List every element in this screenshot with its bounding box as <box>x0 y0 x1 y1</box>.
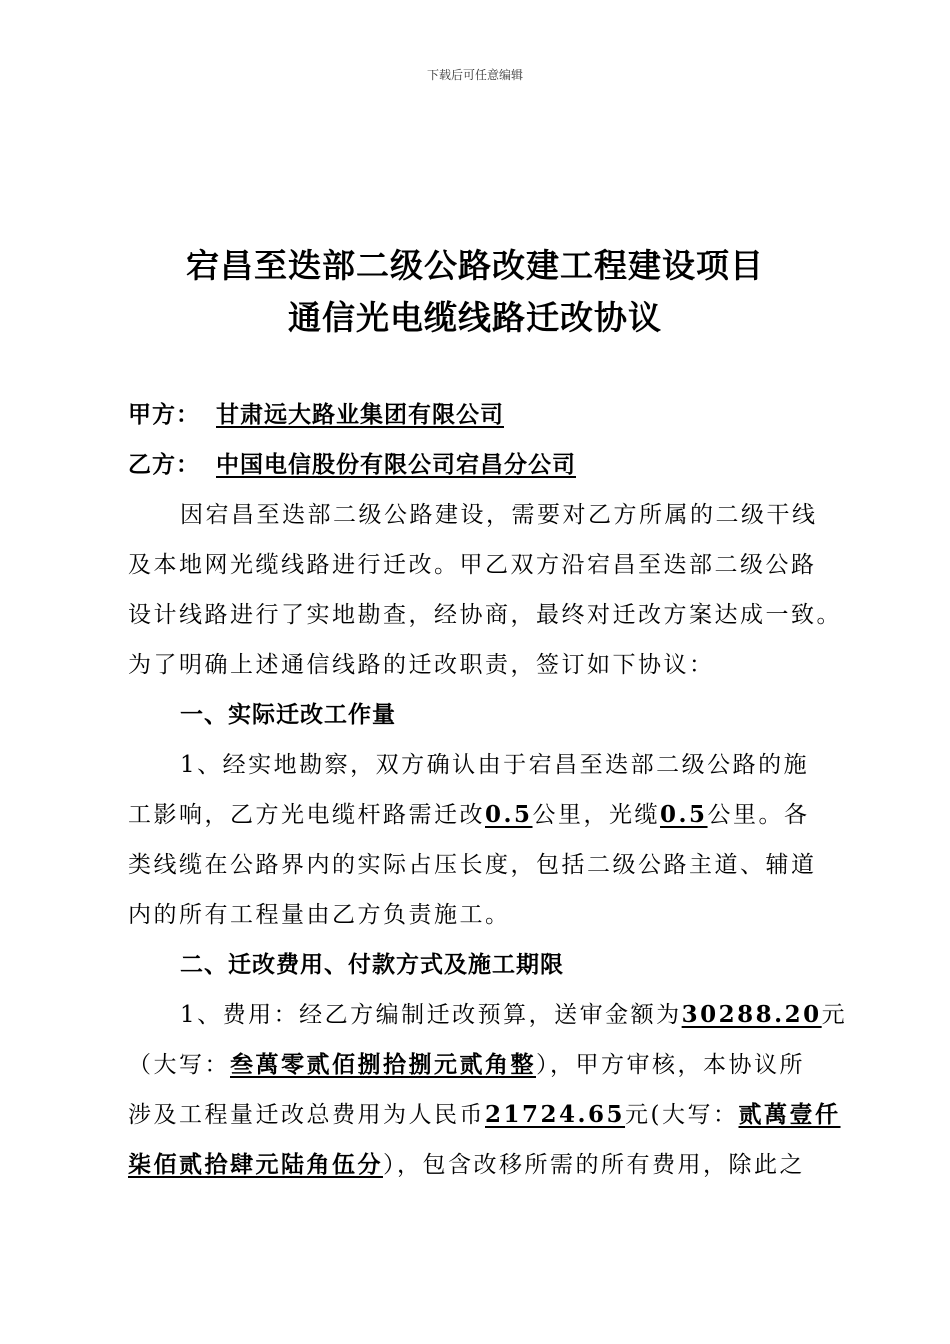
text-segment: ），包含改移所需的所有费用，除此之 <box>383 1152 805 1178</box>
section-2-line-2 <box>128 1046 828 1079</box>
party-a <box>128 396 828 429</box>
party-a-name: 甘肃远大路业集团有限公司 <box>216 402 504 428</box>
text-segment: 1、费用：经乙方编制迁改预算，送审金额为 <box>180 1002 682 1028</box>
section-1-line-2 <box>128 796 828 829</box>
title-line-1: 宕昌至迭部二级公路改建工程建设项目 <box>186 246 764 285</box>
total-amount-words-part-2: 柒佰贰拾肆元陆角伍分 <box>128 1151 383 1178</box>
section-2-heading: 二、迁改费用、付款方式及施工期限 <box>180 952 564 978</box>
submitted-amount: 30288.20 <box>681 1001 822 1028</box>
section-1-line-3: 类线缆在公路界内的实际占压长度，包括二级公路主道、辅道 <box>128 852 817 878</box>
section-2-line-3 <box>128 1096 841 1129</box>
party-b-name: 中国电信股份有限公司宕昌分公司 <box>216 452 576 478</box>
text-segment: 元(大写： <box>625 1102 739 1128</box>
text-segment: （大写： <box>128 1052 230 1078</box>
section-2-line-4 <box>128 1146 828 1179</box>
party-a-label: 甲方： <box>128 402 200 428</box>
text-segment: ），甲方审核，本协议所 <box>536 1052 805 1078</box>
intro-line-4: 为了明确上述通信线路的迁改职责，签订如下协议： <box>128 652 715 678</box>
page-header: 下载后可任意编辑 <box>426 68 523 82</box>
text-segment: 工影响，乙方光电缆杆路需迁改 <box>128 802 485 828</box>
text-segment: 公里，光缆 <box>532 802 661 828</box>
text-segment: 元 <box>821 1002 848 1028</box>
intro-line-3: 设计线路进行了实地勘查，经协商，最终对迁改方案达成一致。 <box>128 602 842 628</box>
text-segment: 涉及工程量迁改总费用为人民币 <box>128 1102 485 1128</box>
pole-route-length: 0.5 <box>485 801 533 828</box>
intro-line-1: 因宕昌至迭部二级公路建设，需要对乙方所属的二级干线 <box>180 502 818 528</box>
total-amount-words-part-1: 贰萬壹仟 <box>738 1101 841 1128</box>
title-line-2: 通信光电缆线路迁改协议 <box>288 298 662 337</box>
text-segment: 公里。各 <box>707 802 810 828</box>
section-2-line-1 <box>180 996 880 1029</box>
intro-line-2: 及本地网光缆线路进行迁改。甲乙双方沿宕昌至迭部二级公路 <box>128 552 817 578</box>
submitted-amount-words: 叁萬零贰佰捌拾捌元贰角整 <box>230 1051 536 1078</box>
party-b <box>128 446 828 479</box>
total-amount: 21724.65 <box>485 1101 626 1128</box>
cable-length: 0.5 <box>660 801 708 828</box>
section-1-line-1: 1、经实地勘察，双方确认由于宕昌至迭部二级公路的施 <box>180 752 810 778</box>
section-1-heading: 一、实际迁改工作量 <box>180 702 396 728</box>
section-1-line-4: 内的所有工程量由乙方负责施工。 <box>128 902 511 928</box>
party-b-label: 乙方： <box>128 452 200 478</box>
